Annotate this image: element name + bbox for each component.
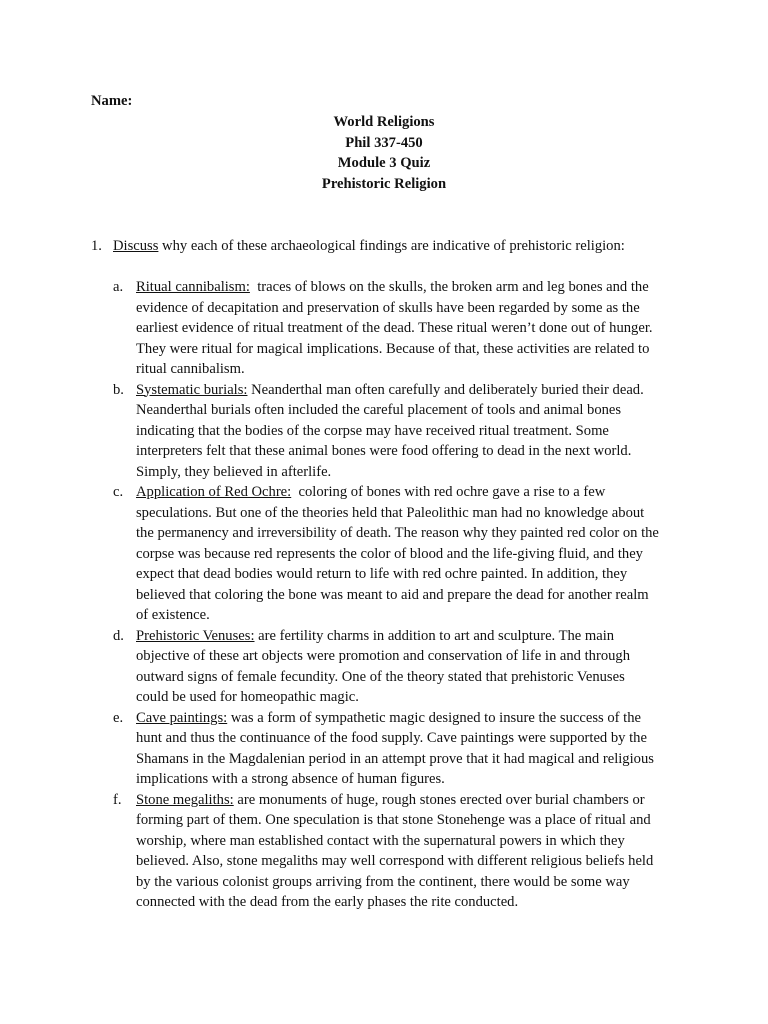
list-item-marker: c.: [113, 484, 124, 500]
text-line: [136, 544, 683, 565]
line-text: of existence.: [136, 607, 210, 623]
line-text: expect that dead bodies would return to life with red ochre painted. In addition, they: [136, 566, 628, 582]
line-text: interpreters felt that these animal bones were food offering to dead in the next world.: [136, 443, 632, 459]
list-item-text: [136, 790, 683, 913]
course-title: World Religions: [333, 114, 435, 130]
list-item-marker: e.: [113, 709, 124, 726]
answer-list: [113, 277, 683, 913]
line-text: Neanderthal burials often included the careful placement of tools and animal bones: [136, 402, 622, 418]
text-line: [136, 708, 683, 729]
list-item: [113, 277, 683, 380]
text-line: [136, 790, 683, 811]
text-line: [136, 380, 683, 401]
text-line: [136, 462, 683, 483]
line-text: indicating that the bodies of the corpse may have received ritual treatment. Some: [136, 422, 609, 439]
line-text: Shamans in the Magdalenian period in an attempt prove that it had magical and religious: [136, 750, 654, 767]
line-text: objective of these art objects were promotion and conservation of life in and through: [136, 648, 631, 664]
line-text: traces of blows on the skulls, the broken arm and leg bones and the: [249, 279, 649, 295]
text-line: [136, 441, 683, 462]
list-item-term: Systematic burials:: [136, 381, 248, 398]
text-line: [136, 749, 683, 770]
line-text: corpse was because red represents the color of blood and the life-giving fluid, and they: [136, 545, 643, 562]
line-text: ritual cannibalism.: [136, 361, 245, 377]
question-rest: why each of these archaeological findings are indicative of prehistoric religion:: [158, 238, 625, 254]
line-text: forming part of them. One speculation is that stone Stonehenge was a place of ritual and: [136, 812, 651, 828]
list-item-term: Prehistoric Venuses:: [136, 627, 255, 644]
list-item-term: Stone megaliths:: [136, 791, 234, 808]
line-text: outward signs of female fecundity. One of the theory stated that prehistoric Venuses: [136, 668, 625, 685]
line-text: are fertility charms in addition to art and sculpture. The main: [254, 627, 615, 644]
line-text: Neanderthal man often carefully and deliberately buried their dead.: [247, 381, 644, 398]
text-line: [136, 810, 683, 831]
line-text: the permanency and irreversibility of death. The reason why they painted red color on the: [136, 525, 659, 541]
text-line: [136, 318, 683, 339]
text-line: [136, 831, 683, 852]
line-text: speculations. But one of the theories held that Paleolithic man had no knowledge about: [136, 504, 645, 521]
text-line: [136, 646, 683, 667]
text-line: [136, 564, 683, 585]
list-item-text: [136, 626, 683, 708]
line-text: by the various colonist groups arriving from the continent, there would be some way: [136, 873, 630, 890]
text-line: [136, 728, 683, 749]
line-text: believed that coloring the bone was meant to aid and prepare the dead for another realm: [136, 586, 649, 603]
line-text: earliest evidence of ritual treatment of the dead. These ritual weren’t done out of hunger.: [136, 320, 653, 336]
list-item: [113, 380, 683, 483]
line-text: are monuments of huge, rough stones erected over burial chambers or: [233, 791, 645, 808]
text-line: [136, 585, 683, 606]
text-line: [136, 277, 683, 298]
question-keyword: Discuss: [113, 238, 159, 254]
list-item: [113, 482, 683, 626]
text-line: [136, 298, 683, 319]
list-item: [113, 626, 683, 708]
list-item: [113, 790, 683, 913]
line-text: Simply, they believed in afterlife.: [136, 463, 332, 480]
list-item-term: Cave paintings:: [136, 709, 228, 726]
list-item-marker: f.: [113, 791, 122, 808]
quiz-title: Module 3 Quiz: [337, 155, 431, 171]
line-text: evidence of decapitation and preservation of skulls have been regarded by some as the: [136, 299, 640, 316]
line-text: connected with the dead from the early phases the rite conducted.: [136, 894, 519, 910]
text-line: [136, 339, 683, 360]
text-line: [136, 605, 683, 626]
name-label: Name:: [91, 93, 133, 109]
line-text: believed. Also, stone megaliths may well correspond with different religious beliefs held: [136, 853, 654, 869]
text-line: [136, 872, 683, 893]
document-header: [0, 112, 768, 194]
text-line: [136, 400, 683, 421]
text-line: [136, 482, 683, 503]
course-code: Phil 337-450: [345, 134, 423, 151]
list-item-marker: b.: [113, 381, 124, 398]
text-line: [136, 359, 683, 380]
line-text: coloring of bones with red ochre gave a rise to a few: [291, 484, 606, 500]
line-text: worship, where man established contact with the supernatural powers in which they: [136, 832, 625, 849]
text-line: [136, 851, 683, 872]
question-prompt: [113, 236, 625, 257]
list-item-text: [136, 482, 683, 626]
text-line: [136, 523, 683, 544]
line-text: was a form of sympathetic magic designed to insure the success of the: [227, 709, 641, 726]
text-line: [136, 667, 683, 688]
line-text: hunt and thus the continuance of the food supply. Cave paintings were supported by the: [136, 730, 647, 746]
list-item-text: [136, 380, 683, 483]
question-number: 1.: [91, 238, 102, 254]
text-line: [136, 503, 683, 524]
list-item: [113, 708, 683, 790]
line-text: implications with a strong absence of human figures.: [136, 771, 445, 787]
list-item-text: [136, 708, 683, 790]
quiz-topic: Prehistoric Religion: [321, 175, 447, 192]
list-item-term: Ritual cannibalism:: [136, 279, 250, 295]
text-line: [136, 626, 683, 647]
list-item-term: Application of Red Ochre:: [136, 484, 292, 500]
line-text: They were ritual for magical implications. Because of that, these activities are related to: [136, 340, 650, 357]
line-text: could be used for homeopathic magic.: [136, 689, 359, 705]
list-item-text: [136, 277, 683, 380]
text-line: [136, 687, 683, 708]
list-item-marker: a.: [113, 279, 124, 295]
text-line: [136, 769, 683, 790]
list-item-marker: d.: [113, 627, 124, 644]
text-line: [136, 421, 683, 442]
text-line: [136, 892, 683, 913]
